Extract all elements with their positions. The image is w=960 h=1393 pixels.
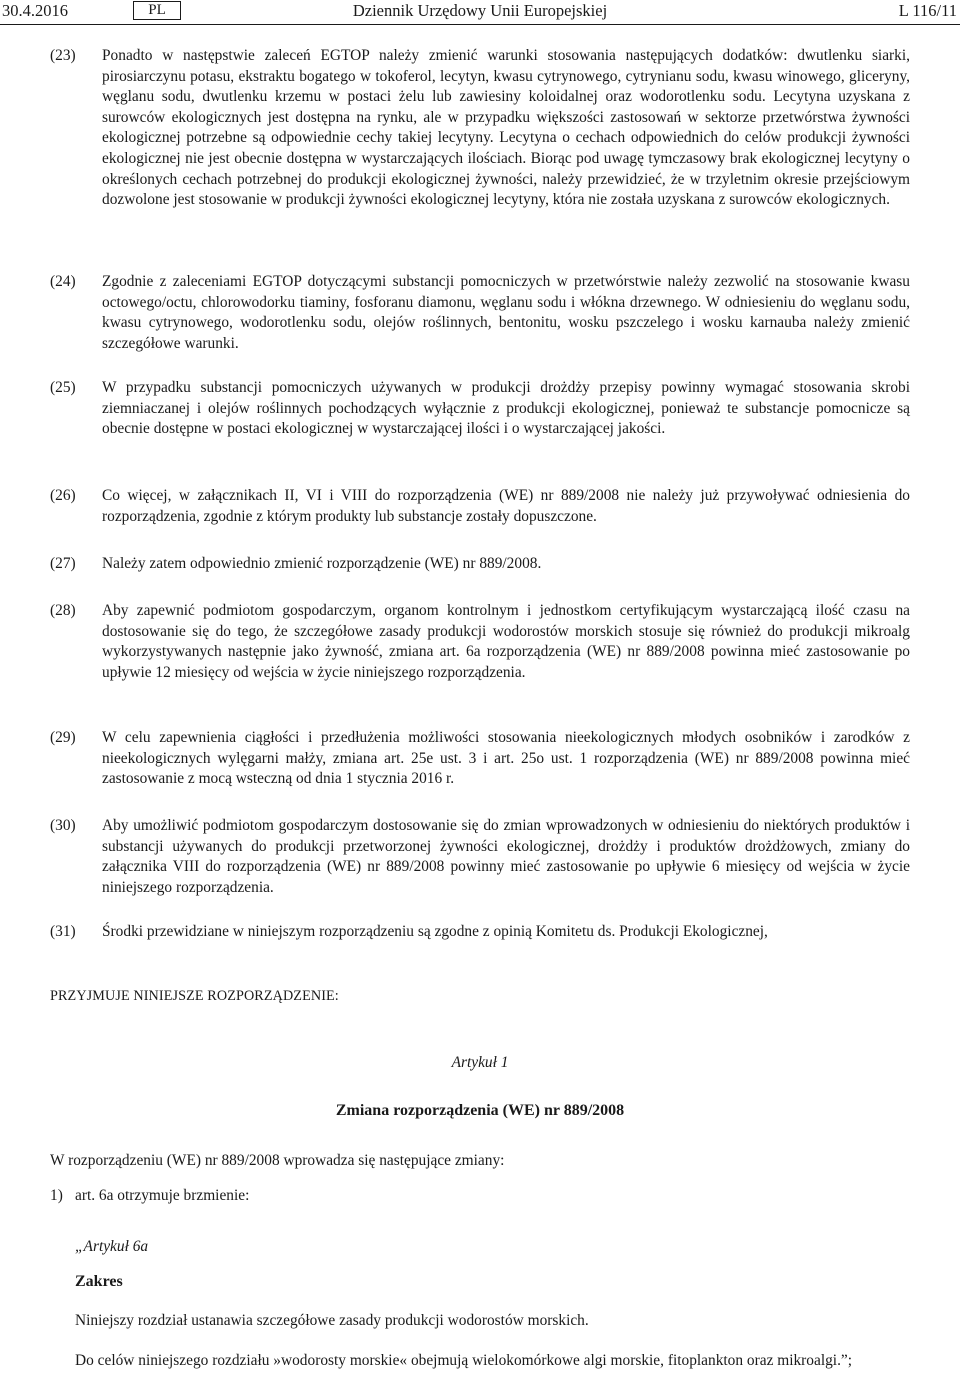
language-box: PL [133,1,181,20]
recital-text: Należy zatem odpowiednio zmienić rozporządzenie (WE) nr 889/2008. [102,555,542,572]
amendment-intro: W rozporządzeniu (WE) nr 889/2008 wprowadza się następujące zmiany: [50,1152,505,1169]
recital-text: W przypadku substancji pomocniczych używanych w produkcji drożdży przepisy powinny wymagać stosowania skrobi ziemniaczanej i olejów roślinnych pochodzących wyłącznie z produkcji ekologicznej, ponieważ te substancje pomocnicze są obecnie dostępne w postaci ekologicznej w wystarczającej ilości i o wystarczającej jakości. [102,379,910,438]
quoted-article-title: „Artykuł 6a [75,1238,149,1255]
recital-number: (26) [50,487,76,504]
publication-date: 30.4.2016 [2,1,68,20]
recital-number: (24) [50,273,76,290]
amendment-item-number: 1) [50,1187,63,1204]
recital-number: (23) [50,47,76,64]
header-rule [0,24,960,25]
page-reference: L 116/11 [898,1,957,20]
recital-number: (25) [50,379,76,396]
recital-text: Zgodnie z zaleceniami EGTOP dotyczącymi substancji pomocniczych w przetwórstwie należy zezwolić na stosowanie kwasu octowego/octu, chlorowodorku tiaminy, fosforanu diamonu, węglanu sodu i włókna drzewnego. W odniesieniu do węglanu sodu, kwasu cytrynowego, wodorotlenku sodu, olejów roślinnych, bentonitu, wosku pszczelego i wosku karnauba należy zmienić szczegółowe warunki. [102,273,910,352]
recital-number: (27) [50,555,76,572]
article-title: Artykuł 1 [451,1054,509,1071]
enacting-formula: PRZYJMUJE NINIEJSZE ROZPORZĄDZENIE: [50,988,339,1004]
recital-text: Aby zapewnić podmiotom gospodarczym, organom kontrolnym i jednostkom certyfikującym wystarczającą ilość czasu na dostosowanie się do tego, że szczegółowe zasady produkcji wodorostów morskich stosuje się również do produkcji mikroalg wykorzystywanych następnie jako żywność, zmiana art. 6a rozporządzenia (WE) nr 889/2008 powinna mieć zastosowanie po upływie 12 miesięcy od wejścia w życie niniejszego rozporządzenia. [102,602,910,681]
amendment-item-text: art. 6a otrzymuje brzmienie: [75,1187,250,1204]
page-header [0,0,960,24]
quoted-paragraph-2: Do celów niniejszego rozdziału »wodorosty morskie« obejmują wielokomórkowe algi morskie, fitoplankton oraz mikroalgi.”; [75,1352,853,1369]
recital-text: Ponadto w następstwie zaleceń EGTOP należy zmienić warunki stosowania następujących dodatków: dwutlenku siarki, pirosiarczynu potasu, ekstraktu bogatego w tokoferol, lecytyn, kwasu cytrynowego, cytrynianu sodu, kwasu winowego, gliceryny, węglanu sodu, dwutlenku krzemu w postaci żelu lub zawiesiny koloidalnej oraz wodorotlenku sodu. Lecytyna uzyskana z surowców ekologicznych jest dostępna na rynku, ale w przypadku większości zastosowań w sektorze przetwórstwa żywności ekologicznej potrzebne są odpowiednie cechy takiej lecytyny. Lecytyna o cechach odpowiednich do celów produkcji żywności ekologicznej nie jest obecnie dostępna w wystarczających ilościach. Biorąc pod uwagę tymczasowy brak ekologicznej lecytyny o określonych cechach potrzebnej do produkcji ekologicznej żywności, należy przewidzieć, że w trzyletnim okresie przejściowym dozwolone jest stosowanie w produkcji żywności ekologicznej lecytyny, która nie została uzyskana z surowców ekologicznych. [102,47,910,209]
recital-text: W celu zapewnienia ciągłości i przedłużenia możliwości stosowania nieekologicznych młodych osobników i zarodków z nieekologicznych wylęgarni małży, zmiana art. 25e ust. 3 i art. 25o ust. 1 rozporządzenia (WE) nr 889/2008 powinna mieć zastosowanie z mocą wsteczną od dnia 1 stycznia 2016 r. [102,729,910,788]
article-heading: Zmiana rozporządzenia (WE) nr 889/2008 [335,1102,625,1119]
recital-text: Co więcej, w załącznikach II, VI i VIII do rozporządzenia (WE) nr 889/2008 nie należy już przywoływać odniesienia do rozporządzenia, zgodnie z którym produkty lub substancje zostały dopuszczone. [102,487,910,525]
quoted-article-heading: Zakres [75,1273,123,1290]
recital-number: (29) [50,729,76,746]
recital-number: (28) [50,602,76,619]
recital-text: Aby umożliwić podmiotom gospodarczym dostosowanie się do zmian wprowadzonych w odniesieniu do niektórych produktów i substancji używanych do produkcji przetworzonej żywności ekologicznej, drożdży i produktów drożdżowych, zmiany do załącznika VIII do rozporządzenia (WE) nr 889/2008 powinny mieć zastosowanie po upływie 6 miesięcy od wejścia w życie niniejszego rozporządzenia. [102,817,910,896]
journal-title: Dziennik Urzędowy Unii Europejskiej [352,1,608,20]
recital-number: (31) [50,923,76,940]
recital-number: (30) [50,817,76,834]
recital-text: Środki przewidziane w niniejszym rozporządzeniu są zgodne z opinią Komitetu ds. Produkcji Ekologicznej, [102,923,768,940]
quoted-paragraph-1: Niniejszy rozdział ustanawia szczegółowe zasady produkcji wodorostów morskich. [75,1312,589,1329]
